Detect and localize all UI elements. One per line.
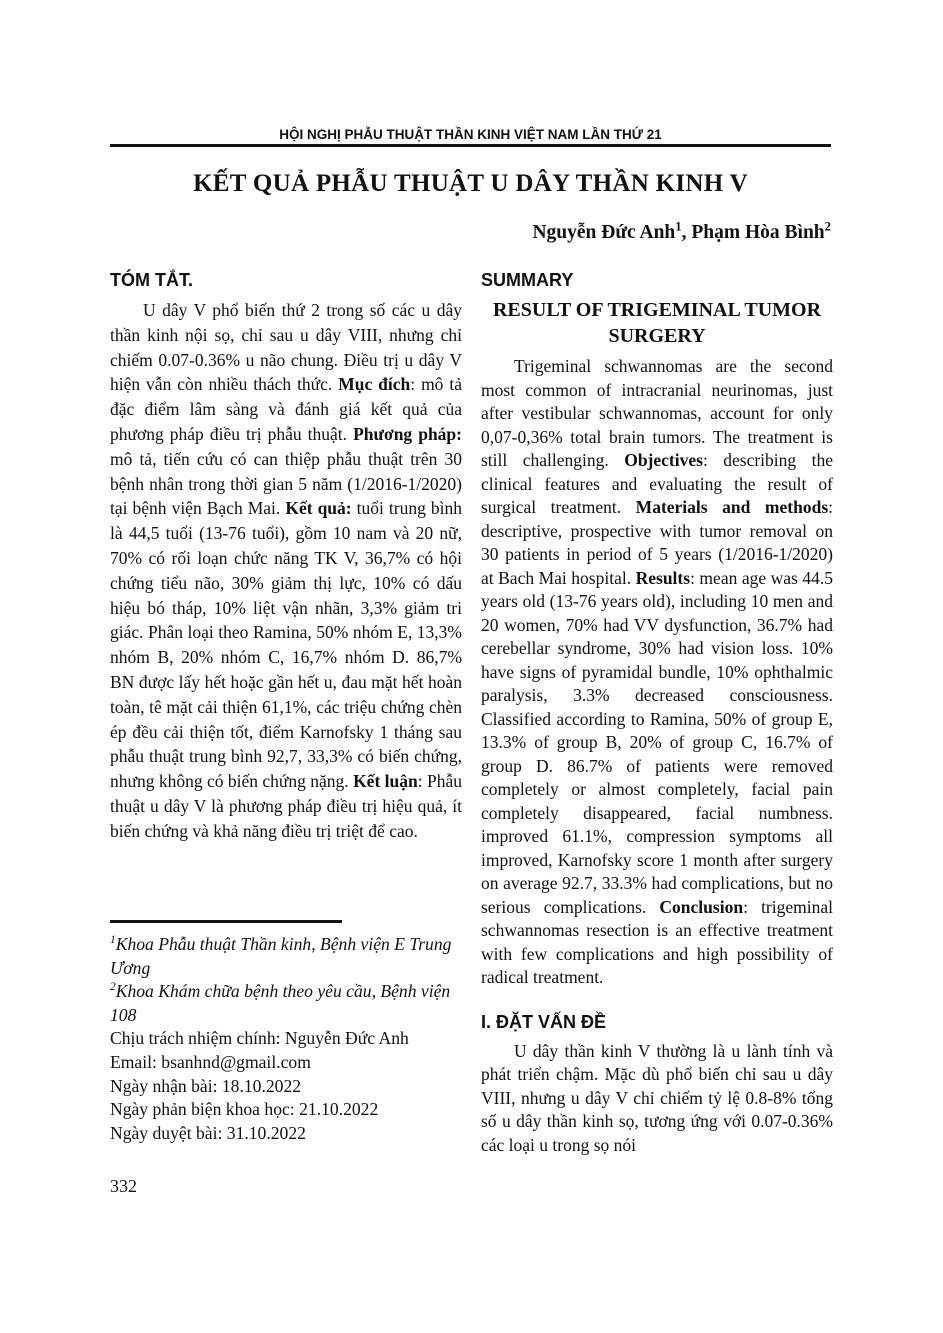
header-rule bbox=[110, 144, 831, 147]
footnote-line: Ngày nhận bài: 18.10.2022 bbox=[110, 1075, 302, 1096]
footnotes-block bbox=[110, 920, 462, 1145]
conference-header: HỘI NGHỊ PHẪU THUẬT THẦN KINH VIỆT NAM LẦN THỨ 21 bbox=[279, 127, 662, 142]
footnote-lines bbox=[110, 1027, 462, 1145]
right-column bbox=[481, 268, 833, 1157]
intro-text: U dây thần kinh V thường là u lành tính và phát triển chậm. Mặc dù phổ biến chỉ sau u dây VIII, nhưng u dây V chỉ chiếm tỷ lệ 0.8-8% tổng số u dây thần kinh sọ, tương ứng với 0.07-0.36% các loại u trong sọ nói bbox=[481, 1040, 833, 1155]
affiliation-footnote: $^1$Khoa Phẫu thuật Thần kinh, Bệnh viện E Trung Ương bbox=[110, 934, 452, 978]
footnote-line: Email: bsanhnd@gmail.com bbox=[110, 1051, 311, 1072]
summary-heading: SUMMARY bbox=[481, 270, 574, 290]
summary-en-text: Trigeminal schwannomas are the second most common of intracranial neurinomas, just after vestibular schwannomas, account for only 0,07-0,36% total brain tumors. The treatment is still challenging. Objectives: describing the clinical features and evaluating the result of surgical treatment. Materials and methods: descriptive, prospective with tumor removal on 30 patients in period of 5 years (1/2016-1/2020) at Bach Mai hospital. Results: mean age was 44.5 years old (13-76 years old), including 10 men and 20 women, 70% had VV dysfunction, 36.7% had cerebellar syndrome, 30% had vision loss. 10% have signs of pyramidal bundle, 10% ophthalmic paralysis, 3.3% decreased consciousness. Classified according to Ramina, 50% of group E, 13.3% of group B, 20% of group C, 16.7% of group D. 86.7% of patients were removed completely or almost completely, facial pain completely disappeared, facial numbness. improved 61.1%, compression symptoms all improved, Karnofsky score 1 month after surgery on average 92.7, 33.3% had complications, but no serious complications. Conclusion: trigeminal schwannomas resection is an effective treatment with few complications and high possibility of radical treatment. bbox=[481, 356, 833, 987]
authors-line: Nguyễn Đức Anh$^1$, Phạm Hòa Bình$^2$ bbox=[532, 219, 831, 243]
left-column bbox=[110, 268, 462, 844]
abstract-heading: TÓM TẮT. bbox=[110, 270, 193, 290]
footnote-line: Ngày duyệt bài: 31.10.2022 bbox=[110, 1122, 306, 1143]
article-title: KẾT QUẢ PHẪU THUẬT U DÂY THẦN KINH V bbox=[193, 170, 748, 197]
footnote-rule bbox=[110, 920, 342, 923]
footnote-line: Ngày phản biện khoa học: 21.10.2022 bbox=[110, 1099, 379, 1120]
intro-heading: I. ĐẶT VẤN ĐỀ bbox=[481, 1011, 607, 1032]
page-number: 332 bbox=[110, 1176, 137, 1196]
summary-subtitle: RESULT OF TRIGEMINAL TUMOR SURGERY bbox=[492, 299, 822, 347]
footnote-line: Chịu trách nhiệm chính: Nguyễn Đức Anh bbox=[110, 1028, 409, 1049]
footnote-affiliations bbox=[110, 933, 462, 1027]
affiliation-footnote: $^2$Khoa Khám chữa bệnh theo yêu cầu, Bệnh viện 108 bbox=[110, 981, 451, 1025]
abstract-vi-text: U dây V phổ biến thứ 2 trong số các u dây thần kinh nội sọ, chỉ sau u dây VIII, nhưng chỉ chiếm 0.07-0.36% u não chung. Điều trị u dây V hiện vẫn còn nhiều thách thức. Mục đích: mô tả đặc điểm lâm sàng và đánh giá kết quả của phương pháp điều trị phẫu thuật. Phương pháp: mô tả, tiến cứu có can thiệp phẫu thuật trên 30 bệnh nhân trong thời gian 5 năm (1/2016-1/2020) tại bệnh viện Bạch Mai. Kết quả: tuổi trung bình là 44,5 tuổi (13-76 tuổi), gồm 10 nam và 20 nữ, 70% có rối loạn chức năng TK V, 36,7% có hội chứng tiểu não, 30% giảm thị lực, 10% có dấu hiệu bó tháp, 10% liệt vận nhãn, 3,3% giảm tri giác. Phân loại theo Ramina, 50% nhóm E, 13,3% nhóm B, 20% nhóm C, 16,7% nhóm D. 86,7% BN được lấy hết hoặc gần hết u, đau mặt hết hoàn toàn, tê mặt cải thiện 61,1%, các triệu chứng chèn ép đều cải thiện tốt, điểm Karnofsky 1 tháng sau phẫu thuật trung bình 92,7, 33,3% có biến chứng, nhưng không có biến chứng nặng. Kết luận: Phẫu thuật u dây V là phương pháp điều trị hiệu quả, ít biến chứng và khả năng điều trị triệt để cao. bbox=[110, 300, 462, 841]
